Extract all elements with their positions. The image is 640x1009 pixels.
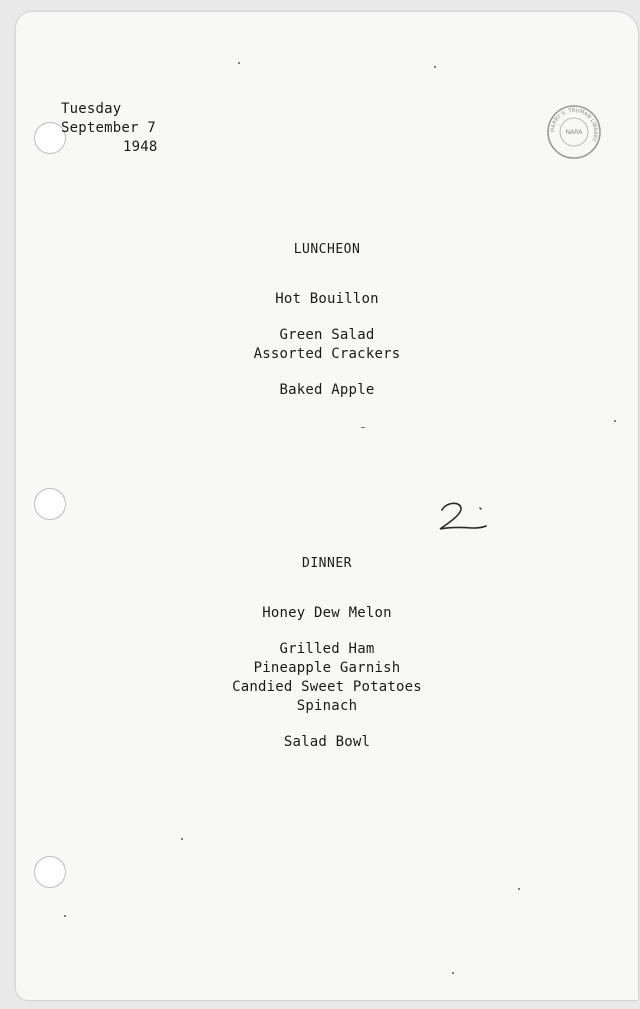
date-year: 1948 <box>123 139 158 155</box>
date-month-day: September 7 <box>61 120 156 136</box>
stamp-ring-text: HARRY S. TRUMAN LIBRARY <box>549 107 599 143</box>
dinner-menu-item: Spinach <box>296 698 358 714</box>
paper-speck <box>434 66 436 68</box>
stamp-center-text: NARA <box>565 129 583 136</box>
dinner-menu-item: Honey Dew Melon <box>262 605 392 621</box>
dinner-menu-list <box>16 604 638 752</box>
dinner-menu-item: Candied Sweet Potatoes <box>232 679 422 695</box>
dinner-course <box>16 604 638 623</box>
luncheon-menu-item: Hot Bouillon <box>275 291 379 307</box>
luncheon-course <box>16 326 638 364</box>
paper-speck <box>518 888 520 890</box>
dinner-title: DINNER <box>302 556 352 571</box>
library-stamp <box>546 104 602 160</box>
binder-hole-middle <box>34 488 66 520</box>
dinner-course <box>16 733 638 752</box>
binder-hole-bottom <box>34 856 66 888</box>
handwritten-page-number <box>436 500 488 534</box>
dinner-menu-item: Pineapple Garnish <box>253 660 401 676</box>
dinner-menu-item: Salad Bowl <box>283 734 371 750</box>
paper-speck <box>64 915 66 917</box>
luncheon-section <box>16 240 638 417</box>
luncheon-course <box>16 290 638 309</box>
paper-speck <box>238 62 240 64</box>
luncheon-course <box>16 381 638 400</box>
date-day: Tuesday <box>61 101 122 117</box>
luncheon-menu-list <box>16 290 638 400</box>
paper-speck <box>181 838 183 840</box>
paper-speck <box>452 972 454 974</box>
luncheon-menu-item: Green Salad <box>279 327 375 343</box>
paper-speck <box>614 420 616 422</box>
dinner-course <box>16 640 638 716</box>
luncheon-menu-item: Baked Apple <box>279 382 375 398</box>
dinner-menu-item: Grilled Ham <box>279 641 375 657</box>
luncheon-menu-item: Assorted Crackers <box>253 346 401 362</box>
luncheon-title: LUNCHEON <box>293 242 361 257</box>
paper-speck <box>361 427 365 428</box>
menu-page <box>16 12 638 1000</box>
dinner-section <box>16 554 638 769</box>
date-header <box>61 100 158 157</box>
